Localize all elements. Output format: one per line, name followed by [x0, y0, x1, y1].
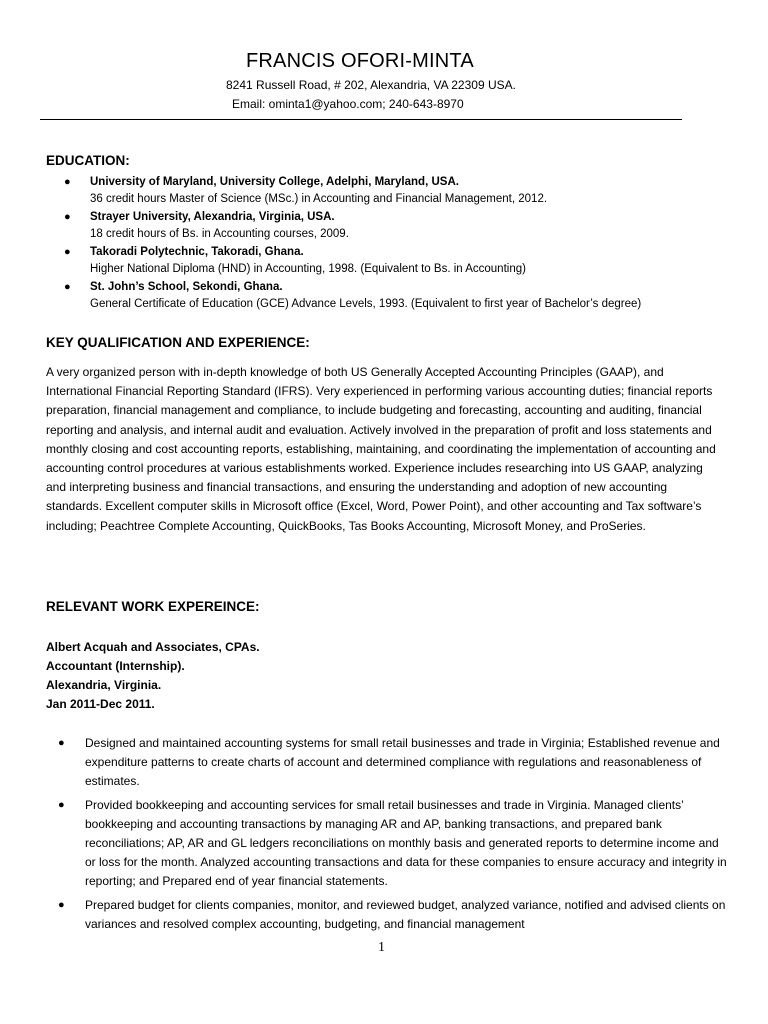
work-duties-list [58, 734, 728, 939]
applicant-name: FRANCIS OFORI-MINTA [246, 50, 474, 72]
bullet-icon: ● [58, 737, 65, 749]
bullet-icon: ● [58, 899, 65, 911]
education-detail: 36 credit hours Master of Science (MSc.) in Accounting and Financial Management, 2012. [90, 193, 548, 205]
bullet-icon: ● [64, 211, 71, 223]
job-location: Alexandria, Virginia. [46, 678, 162, 692]
education-list [64, 174, 724, 314]
education-detail: General Certificate of Education (GCE) Advance Levels, 1993. (Equivalent to first year of Bachelor’s degree) [90, 298, 642, 310]
education-item [64, 279, 724, 313]
job-position: Accountant (Internship). [46, 659, 185, 673]
education-item [64, 174, 724, 208]
duty-text: Prepared budget for clients companies, monitor, and reviewed budget, analyzed variance, notified and advised clients on variances and resolved complex accounting, budgeting, and financial management [85, 898, 726, 931]
header-divider [40, 119, 682, 120]
education-heading: EDUCATION: [46, 153, 130, 168]
employer-name: Albert Acquah and Associates, CPAs. [46, 640, 260, 654]
bullet-icon: ● [58, 799, 65, 811]
bullet-icon: ● [64, 281, 71, 293]
work-heading: RELEVANT WORK EXPEREINCE: [46, 599, 260, 614]
bullet-icon: ● [64, 176, 71, 188]
job-header [46, 638, 726, 714]
duty-text: Designed and maintained accounting systems for small retail businesses and trade in Virginia; Established revenue and expenditure patterns to create charts of account and determined compliance with regulations and reasonableness of estimates. [85, 736, 720, 788]
page-number: 1 [378, 940, 385, 955]
education-institution: Strayer University, Alexandria, Virginia, USA. [90, 211, 335, 223]
education-item [64, 244, 724, 278]
education-institution: St. John’s School, Sekondi, Ghana. [90, 281, 283, 293]
education-institution: Takoradi Polytechnic, Takoradi, Ghana. [90, 246, 304, 258]
education-detail: 18 credit hours of Bs. in Accounting courses, 2009. [90, 228, 349, 240]
education-item [64, 209, 724, 243]
address-line: 8241 Russell Road, # 202, Alexandria, VA 22309 USA. [226, 78, 516, 92]
list-item [58, 734, 728, 791]
bullet-icon: ● [64, 246, 71, 258]
list-item [58, 896, 728, 934]
contact-line: Email: ominta1@yahoo.com; 240-643-8970 [232, 97, 464, 111]
education-detail: Higher National Diploma (HND) in Accounting, 1998. (Equivalent to Bs. in Accounting) [90, 263, 526, 275]
job-period: Jan 2011-Dec 2011. [46, 697, 155, 711]
list-item [58, 796, 728, 891]
qualification-heading: KEY QUALIFICATION AND EXPERIENCE: [46, 335, 310, 350]
education-institution: University of Maryland, University College, Adelphi, Maryland, USA. [90, 176, 459, 188]
qualification-summary: A very organized person with in-depth knowledge of both US Generally Accepted Accounting Principles (GAAP), and International Financial Reporting Standard (IFRS). Very experienced in performing various accounting duties; financial reports preparation, financial management and compliance, to include budgeting and forecasting, accounting and auditing, financial reporting and analysis, and internal audit and evaluation. Actively involved in the preparation of profit and loss statements and monthly closing and cost accounting reports, establishing, maintaining, and coordinating the implementation of accounting and accounting control procedures at various establishments worked. Experience includes researching into US GAAP, analyzing and interpreting business and financial transactions, and ensuring the understanding and adoption of new accounting standards. Excellent computer skills in Microsoft office (Excel, Word, Power Point), and other accounting and Tax software’s including; Peachtree Complete Accounting, QuickBooks, Tas Books Accounting, Microsoft Money, and ProSeries. [46, 365, 716, 533]
duty-text: Provided bookkeeping and accounting services for small retail businesses and trade in Virginia. Managed clients’ bookkeeping and accounting transactions by managing AR and AP, banking transactions, and prepared bank reconciliations; AP, AR and GL ledgers reconciliations on monthly basis and generated reports to determine income and or loss for the month. Analyzed accounting transactions and data for these companies to ensure accuracy and integrity in reporting; and Prepared end of year financial statements. [85, 798, 727, 888]
